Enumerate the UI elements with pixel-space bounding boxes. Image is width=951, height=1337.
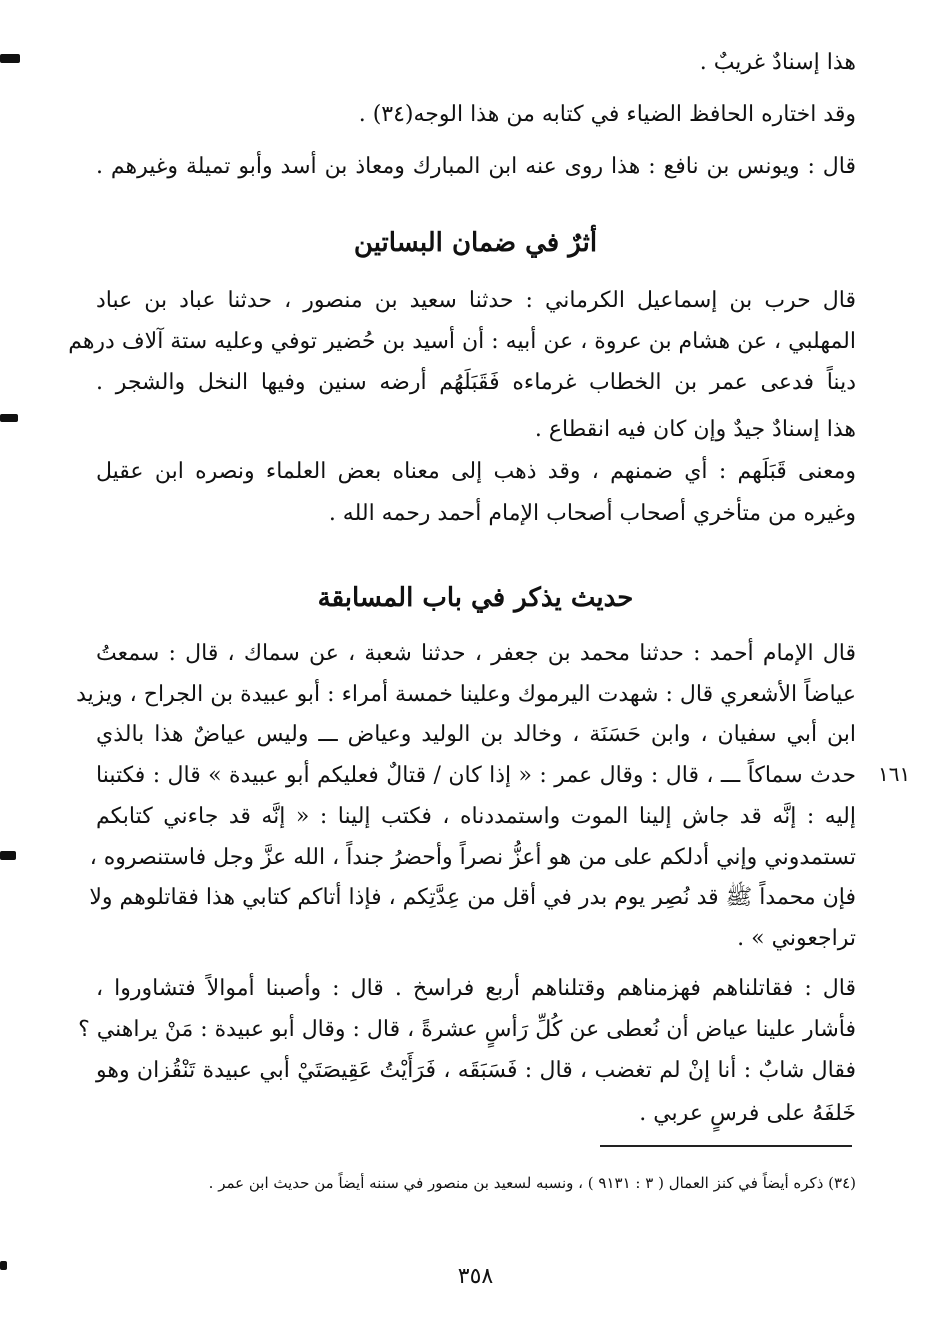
text-line: ومعنى قَبَلَهم : أي ضمنهم ، وقد ذهب إلى معناه بعض العلماء ونصره ابن عقيل: [96, 459, 856, 484]
text-line: فأشار علينا عياض أن نُعطى عن كُلِّ رَأسٍ عشرةً ، قال : وقال أبو عبيدة : مَنْ يراهني ؟: [78, 1017, 856, 1042]
section-heading: أثرٌ في ضمان البساتين: [353, 228, 598, 258]
text-line: خَلفَهُ على فرسٍ عربي .: [639, 1101, 856, 1126]
text-line: قال الإمام أحمد : حدثنا محمد بن جعفر ، حدثنا شعبة ، عن سماك ، قال : سمعتُ: [96, 641, 856, 666]
text-line: فقال شابٌ : أنا إنْ لم تغضب ، قال : فَسَبَقَه ، فَرَأَيْتُ عَقِيصَتَيْ أبي عبيدة تَنْقُزان وهو: [96, 1058, 856, 1083]
text-line: ابن أبي سفيان ، وابن حَسَنَة ، وخالد بن الوليد وعياض ـــ وليس عياضٌ هذا بالذي: [96, 722, 856, 747]
text-line: إليه : إنَّه قد جاش إلينا الموت واستمددناه ، فكتب إلينا : « إنَّه قد جاءني كتابكم: [96, 804, 856, 829]
text-line: ديناً فدعى عمر بن الخطاب غرماءه فَقَبَلَهُم أرضه سنين وفيها النخل والشجر .: [96, 370, 856, 395]
scan-edge-mark: [0, 851, 16, 860]
text-line: قال : فقاتلناهم فهزمناهم وقتلناهم أربع فراسخ . قال : وأصبنا أموالاً فتشاوروا ،: [96, 976, 856, 1001]
text-line: عياضاً الأشعري قال : شهدت اليرموك وعلينا خمسة أمراء : أبو عبيدة بن الجراح ، ويزيد: [76, 682, 856, 707]
footnote: (٣٤) ذكره أيضاً في كنز العمال ( ٣ : ٩١٣١ ) ، ونسبه لسعيد بن منصور في سننه أيضاً من حديث ابن عمر .: [208, 1174, 856, 1192]
text-line: حدث سماكاً ـــ ، قال : وقال عمر : « إذا كان / قتالٌ فعليكم أبو عبيدة » قال : فكتبنا: [96, 763, 856, 788]
text-line: قال حرب بن إسماعيل الكرماني : حدثنا سعيد بن منصور ، حدثنا عباد بن عباد: [96, 288, 856, 313]
scan-edge-mark: [0, 54, 20, 63]
text-line: تراجعوني » .: [737, 926, 856, 951]
text-line: وقد اختاره الحافظ الضياء في كتابه من هذا الوجه(٣٤) .: [358, 102, 856, 127]
text-line: قال : ويونس بن نافع : هذا روى عنه ابن المبارك ومعاذ بن أسد وأبو تميلة وغيرهم .: [96, 154, 856, 179]
scan-edge-mark: [0, 414, 18, 422]
text-line: هذا إسنادٌ غريبٌ .: [699, 50, 856, 75]
text-line: فإن محمداً ﷺ قد نُصِر يوم بدر في أقل من عِدَّتِكم ، فإذا أتاكم كتابي هذا فقاتلوهم ولا: [89, 885, 856, 910]
section-heading: حديث يذكر في باب المسابقة: [317, 583, 634, 613]
text-line: هذا إسنادٌ جيدٌ وإن كان فيه انقطاع .: [534, 417, 856, 442]
margin-number: ١٦١: [878, 762, 911, 786]
text-line: وغيره من متأخري أصحاب أصحاب الإمام أحمد رحمه الله .: [328, 501, 856, 526]
page-number: ٣٥٨: [457, 1264, 494, 1289]
text-line: المهلبي ، عن هشام بن عروة ، عن أبيه : أن أسيد بن حُضير توفي وعليه ستة آلاف درهم: [68, 329, 856, 354]
text-line: تستمدوني وإني أدلكم على من هو أعزُّ نصراً وأحضرُ جنداً ، الله عزَّ وجل فاستنصروه ،: [89, 845, 856, 870]
footnote-divider: [600, 1145, 852, 1147]
